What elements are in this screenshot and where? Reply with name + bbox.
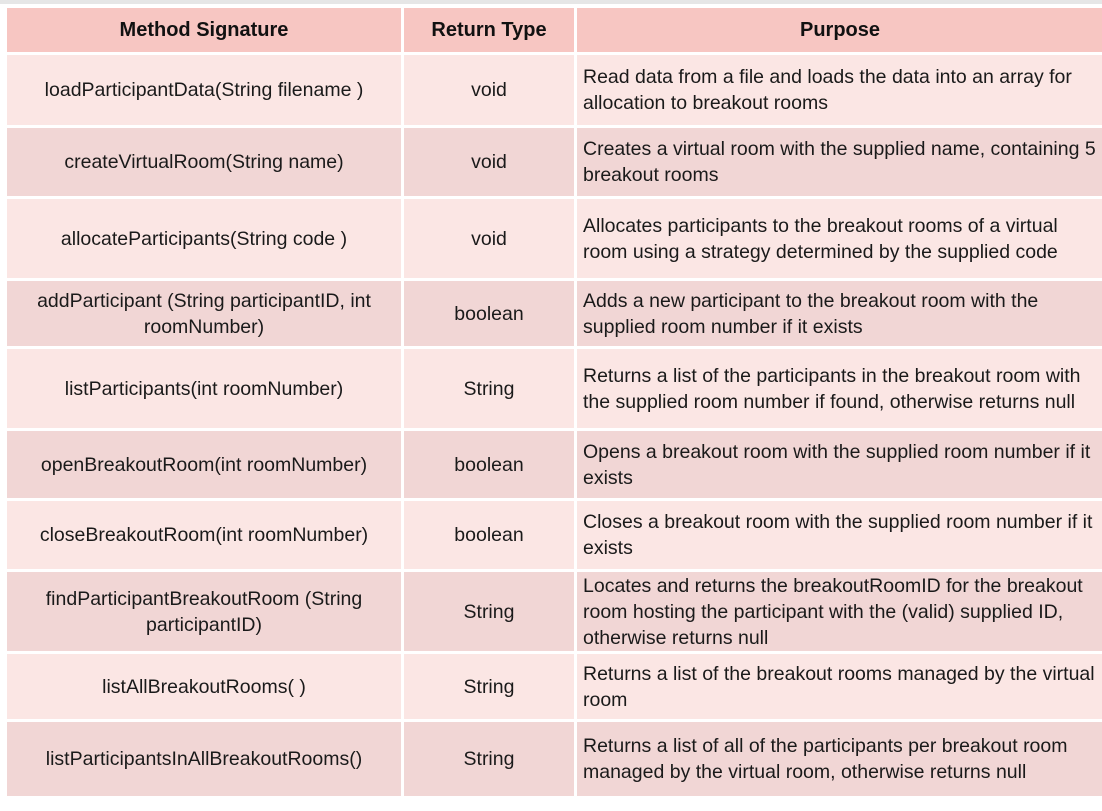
purpose-cell: Returns a list of the breakout rooms managed by the virtual room xyxy=(577,654,1102,719)
purpose-cell: Closes a breakout room with the supplied room number if it exists xyxy=(577,501,1102,569)
top-divider xyxy=(0,0,1102,4)
header-method-signature: Method Signature xyxy=(7,8,401,52)
table-row xyxy=(7,349,1102,428)
return-type-cell: String xyxy=(404,572,574,651)
table-row xyxy=(7,572,1102,651)
header-purpose: Purpose xyxy=(577,8,1102,52)
return-type-cell: String xyxy=(404,722,574,796)
table-row xyxy=(7,654,1102,719)
table-row xyxy=(7,55,1102,125)
method-signature-cell: addParticipant (String participantID, int roomNumber) xyxy=(7,281,401,346)
return-type-cell: boolean xyxy=(404,431,574,498)
header-return-type: Return Type xyxy=(404,8,574,52)
method-table xyxy=(4,5,1102,799)
purpose-cell: Opens a breakout room with the supplied room number if it exists xyxy=(577,431,1102,498)
return-type-cell: void xyxy=(404,55,574,125)
method-signature-cell: listParticipants(int roomNumber) xyxy=(7,349,401,428)
method-signature-cell: closeBreakoutRoom(int roomNumber) xyxy=(7,501,401,569)
table-row xyxy=(7,431,1102,498)
purpose-cell: Returns a list of the participants in the breakout room with the supplied room number if found, otherwise returns null xyxy=(577,349,1102,428)
purpose-cell: Adds a new participant to the breakout room with the supplied room number if it exists xyxy=(577,281,1102,346)
purpose-cell: Read data from a file and loads the data into an array for allocation to breakout rooms xyxy=(577,55,1102,125)
table-row xyxy=(7,722,1102,796)
return-type-cell: void xyxy=(404,199,574,278)
purpose-cell: Allocates participants to the breakout rooms of a virtual room using a strategy determined by the supplied code xyxy=(577,199,1102,278)
table-row xyxy=(7,199,1102,278)
return-type-cell: String xyxy=(404,654,574,719)
return-type-cell: boolean xyxy=(404,281,574,346)
purpose-cell: Locates and returns the breakoutRoomID for the breakout room hosting the participant with the (valid) supplied ID, otherwise returns null xyxy=(577,572,1102,651)
method-signature-cell: allocateParticipants(String code ) xyxy=(7,199,401,278)
purpose-cell: Creates a virtual room with the supplied name, containing 5 breakout rooms xyxy=(577,128,1102,196)
method-signature-cell: loadParticipantData(String filename ) xyxy=(7,55,401,125)
method-signature-cell: listAllBreakoutRooms( ) xyxy=(7,654,401,719)
return-type-cell: String xyxy=(404,349,574,428)
method-signature-cell: openBreakoutRoom(int roomNumber) xyxy=(7,431,401,498)
method-signature-cell: listParticipantsInAllBreakoutRooms() xyxy=(7,722,401,796)
table-row xyxy=(7,501,1102,569)
method-signature-cell: createVirtualRoom(String name) xyxy=(7,128,401,196)
method-signature-cell: findParticipantBreakoutRoom (String participantID) xyxy=(7,572,401,651)
purpose-cell: Returns a list of all of the participants per breakout room managed by the virtual room, otherwise returns null xyxy=(577,722,1102,796)
return-type-cell: void xyxy=(404,128,574,196)
table-row xyxy=(7,128,1102,196)
table-header-row xyxy=(7,8,1102,52)
return-type-cell: boolean xyxy=(404,501,574,569)
table-row xyxy=(7,281,1102,346)
